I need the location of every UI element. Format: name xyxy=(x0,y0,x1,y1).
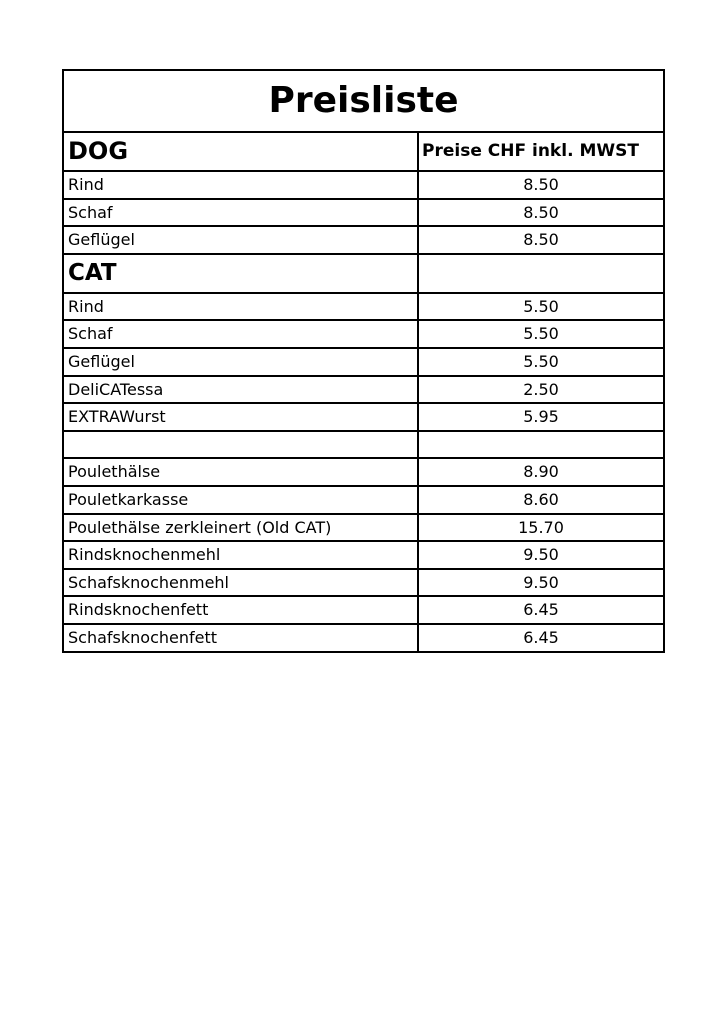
product-name: Schafsknochenmehl xyxy=(63,569,418,597)
price-list-table xyxy=(62,69,665,653)
product-price: 9.50 xyxy=(418,569,664,597)
product-price: 8.90 xyxy=(418,458,664,486)
product-price: 8.50 xyxy=(418,199,664,227)
section-header-dog xyxy=(63,132,664,171)
product-name: EXTRAWurst xyxy=(63,403,418,431)
table-row xyxy=(63,596,664,624)
product-name: Pouletkarkasse xyxy=(63,486,418,514)
table-row xyxy=(63,624,664,652)
empty-row xyxy=(63,431,664,459)
product-name: Rind xyxy=(63,171,418,199)
table-row xyxy=(63,320,664,348)
product-price: 5.50 xyxy=(418,320,664,348)
section-label-dog: DOG xyxy=(63,132,418,171)
product-price: 8.50 xyxy=(418,226,664,254)
product-name: Rindsknochenfett xyxy=(63,596,418,624)
product-price: 8.60 xyxy=(418,486,664,514)
page-title: Preisliste xyxy=(63,70,664,132)
product-price: 5.50 xyxy=(418,293,664,321)
product-price: 5.95 xyxy=(418,403,664,431)
empty-cell xyxy=(418,431,664,459)
table-row xyxy=(63,226,664,254)
product-name: Poulethälse xyxy=(63,458,418,486)
table-row xyxy=(63,199,664,227)
table-row xyxy=(63,486,664,514)
table-row xyxy=(63,171,664,199)
table-row xyxy=(63,403,664,431)
price-column-header: Preise CHF inkl. MWST xyxy=(418,132,664,171)
product-price: 9.50 xyxy=(418,541,664,569)
product-price: 5.50 xyxy=(418,348,664,376)
product-name: Schaf xyxy=(63,199,418,227)
product-price: 6.45 xyxy=(418,596,664,624)
product-name: Schaf xyxy=(63,320,418,348)
product-name: Poulethälse zerkleinert (Old CAT) xyxy=(63,514,418,542)
product-name: Schafsknochenfett xyxy=(63,624,418,652)
section-header-cat xyxy=(63,254,664,293)
table-row xyxy=(63,293,664,321)
product-name: Geflügel xyxy=(63,226,418,254)
product-name: Rind xyxy=(63,293,418,321)
empty-cell xyxy=(63,431,418,459)
product-price: 15.70 xyxy=(418,514,664,542)
table-row xyxy=(63,458,664,486)
title-row xyxy=(63,70,664,132)
table-row xyxy=(63,348,664,376)
product-price: 6.45 xyxy=(418,624,664,652)
section-label-cat: CAT xyxy=(63,254,418,293)
product-name: DeliCATessa xyxy=(63,376,418,404)
table-row xyxy=(63,376,664,404)
empty-cell xyxy=(418,254,664,293)
product-name: Geflügel xyxy=(63,348,418,376)
product-name: Rindsknochenmehl xyxy=(63,541,418,569)
table-row xyxy=(63,569,664,597)
product-price: 2.50 xyxy=(418,376,664,404)
product-price: 8.50 xyxy=(418,171,664,199)
table-row xyxy=(63,541,664,569)
table-row xyxy=(63,514,664,542)
